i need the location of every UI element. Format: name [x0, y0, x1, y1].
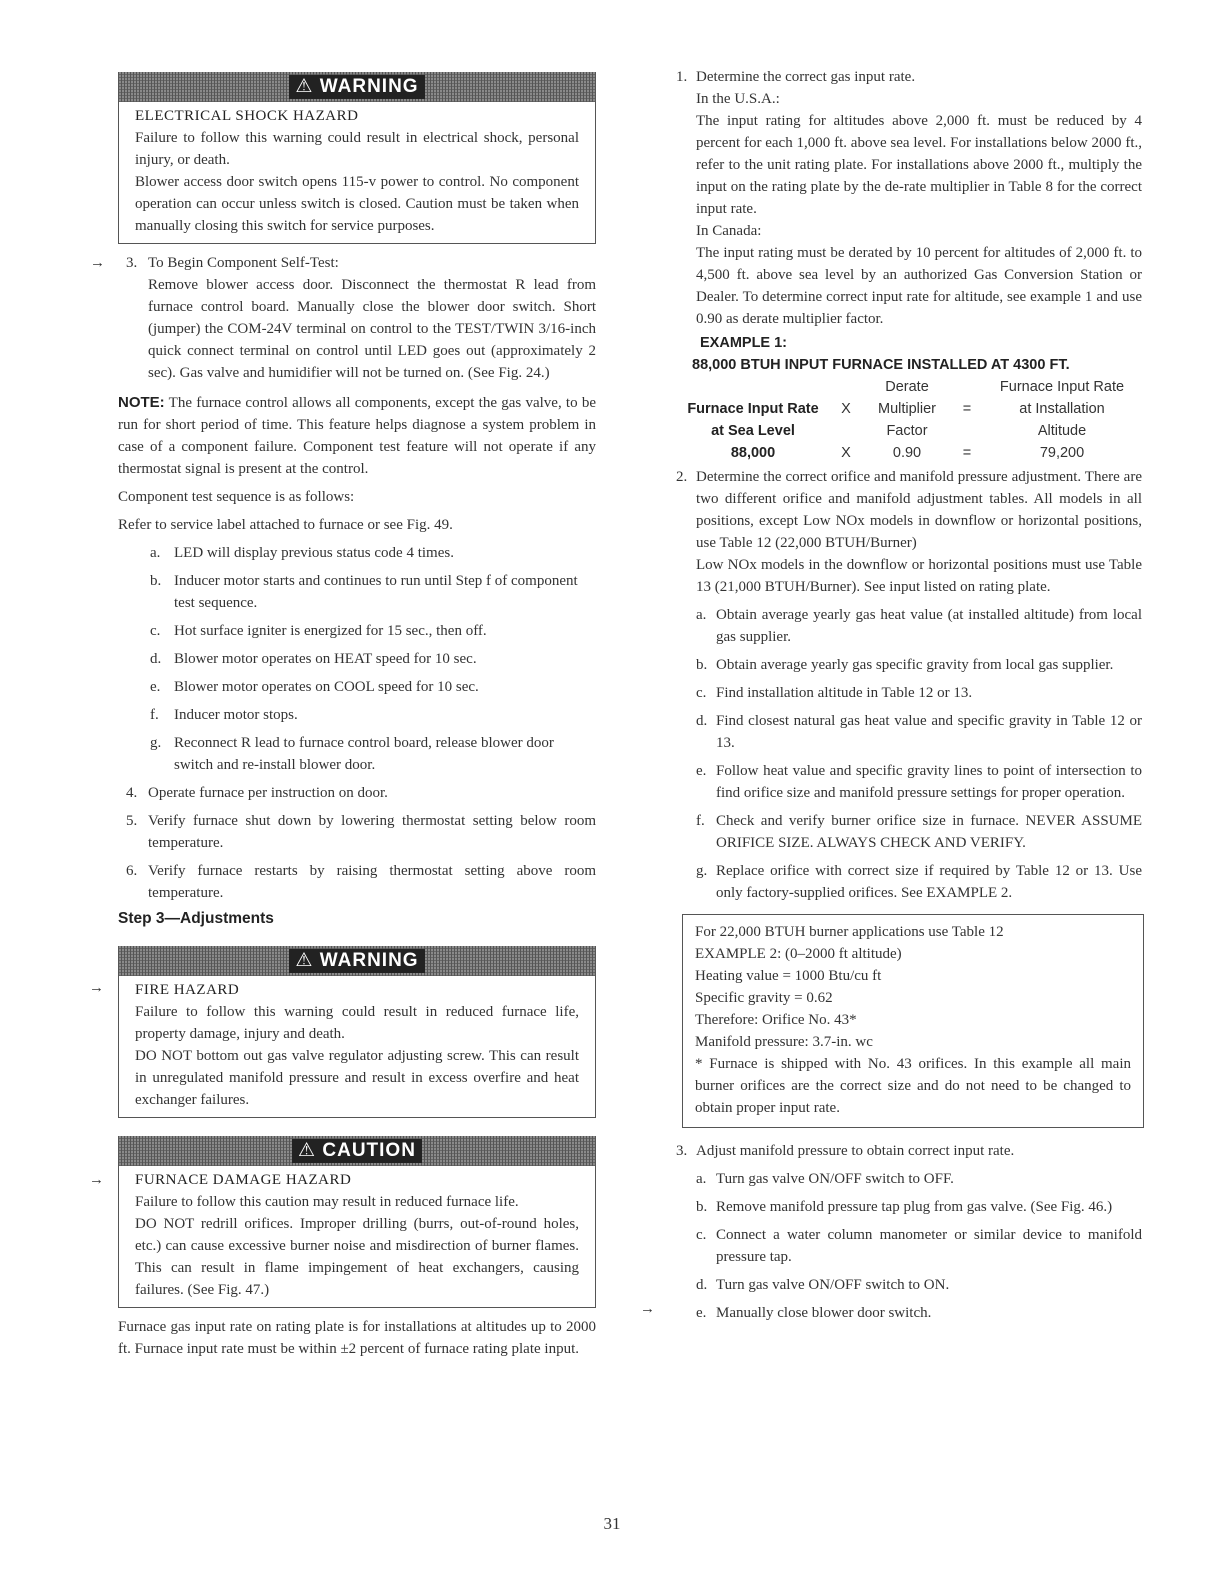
list-item: g. Reconnect R lead to furnace control board, release blower door switch and re-install blower door.: [150, 735, 554, 773]
step-body: Remove blower access door. Disconnect the thermostat R lead from furnace control board. Manually close the blower door switch. Short (jumper) the COM-24V terminal on control to the TEST/TWIN 3/16-inch quick connect terminal on control until LED goes out (approximately 2 sec). Gas valve and humidifier will not be turned on. (See Fig. 24.): [148, 277, 596, 381]
steps-list: [118, 782, 596, 904]
list-item: d. Blower motor operates on HEAT speed for 10 sec.: [150, 651, 477, 667]
change-arrow-icon: →: [90, 255, 105, 271]
caution-banner: [118, 1136, 596, 1166]
list-item: a. Obtain average yearly gas heat value (at installed altitude) from local gas supplier.: [696, 607, 1142, 645]
list-item: 6. Verify furnace restarts by raising thermostat setting above room temperature.: [126, 863, 596, 901]
warning-triangle-icon: ⚠: [298, 1140, 317, 1161]
warning-triangle-icon: ⚠: [295, 76, 314, 97]
example-label: EXAMPLE 1:: [700, 335, 788, 351]
derate-table: [676, 376, 1142, 464]
example-title: 88,000 BTUH INPUT FURNACE INSTALLED AT 4300 FT.: [692, 357, 1070, 373]
warning-label: WARNING: [319, 950, 419, 971]
step-title: To Begin Component Self-Test:: [148, 255, 339, 271]
hazard-title: ELECTRICAL SHOCK HAZARD: [135, 108, 359, 124]
list-item: f. Check and verify burner orifice size in furnace. NEVER ASSUME ORIFICE SIZE. ALWAYS CHECK AND VERIFY.: [696, 813, 1142, 851]
list-item: 5. Verify furnace shut down by lowering thermostat setting below room temperature.: [126, 813, 596, 851]
list-item: b. Remove manifold pressure tap plug from gas valve. (See Fig. 46.): [696, 1199, 1113, 1215]
list-item: c. Find installation altitude in Table 12 or 13.: [696, 685, 973, 701]
list-item: → e. Manually close blower door switch.: [676, 1302, 1142, 1324]
list-item: b. Inducer motor starts and continues to run until Step f of component test sequence.: [150, 573, 578, 611]
closing-paragraph: Furnace gas input rate on rating plate is for installations at altitudes up to 2000 ft. Furnace input rate must be within ±2 percent of furnace rating plate input.: [118, 1319, 596, 1357]
item-3-sublist: [640, 1168, 1142, 1324]
example-1: [676, 332, 1142, 464]
step-3-self-test: → 3. To Begin Component Self-Test: Remove blower access door. Disconnect the thermostat R lead from furnace control board. Manually close the blower door switch. Short (jumper) the COM-24V terminal on control to the TEST/TWIN 3/16-inch quick connect terminal on control until LED goes out (approximately 2 sec). Gas valve and humidifier will not be turned on. (See Fig. 24.): [118, 252, 596, 384]
item-2-orifice: 2. Determine the correct orifice and manifold pressure adjustment. There are two different orifice and manifold adjustment tables. All models in all positions, except Low NOx models in downflow or horizontal positions, use Table 12 (22,000 BTUH/Burner) Low NOx models in the downflow or horizontal positions must use Table 13 (21,000 BTUH/Burner). See input listed on rating plate.: [676, 469, 1142, 595]
page-number: 31: [603, 1514, 621, 1533]
warning-banner: [118, 72, 596, 102]
list-item: e. Follow heat value and specific gravity lines to point of intersection to find orifice size and manifold pressure settings for proper operation.: [696, 763, 1142, 801]
hazard-title: FIRE HAZARD: [135, 982, 240, 998]
item-1-input-rate: 1. Determine the correct gas input rate. In the U.S.A.: The input rating for altitudes above 2,000 ft. must be reduced by 4 percent for each 1,000 ft. above sea level. For installations below 2000 ft., refer to the unit rating plate. For installations above 2000 ft., multiply the input on the rating plate by the de-rate multiplier in Table 8 for the correct input rate. In Canada: The input rating must be derated by 10 percent for altitudes of 2,000 ft. to 4,500 ft. above sea level by an authorized Gas Conversion Station or Dealer. To determine correct input rate for altitude, see example 1 and use 0.90 as derate multiplier factor.: [676, 66, 1142, 330]
item-title: Determine the correct gas input rate.: [696, 69, 916, 85]
table-row: 88,000 X 0.90 = 79,200: [730, 445, 1085, 461]
left-column: [89, 66, 597, 1360]
warning-text: Blower access door switch opens 115-v power to control. No component operation can occur unless switch is closed. Caution must be taken when manually closing this switch for service purposes.: [135, 174, 579, 234]
list-item: f. Inducer motor stops.: [150, 707, 298, 723]
caution-text: DO NOT redrill orifices. Improper drilling (burrs, out-of-round holes, etc.) can cause excessive burner noise and misdirection of burner flames. This can result in flame impingement of heat exchangers, causing failures. (See Fig. 47.): [135, 1216, 579, 1298]
list-item: e. Blower motor operates on COOL speed for 10 sec.: [150, 679, 479, 695]
canada-label: In Canada:: [696, 223, 762, 239]
sequence-list: [118, 542, 596, 776]
table-row: Derate Furnace Input Rate: [885, 379, 1125, 395]
section-heading: Step 3—Adjustments: [118, 910, 274, 927]
table-row: at Sea Level Factor Altitude: [711, 423, 1087, 439]
list-item: g. Replace orifice with correct size if required by Table 12 or 13. Use only factory-supplied orifices. See EXAMPLE 2.: [696, 863, 1142, 901]
item-3-manifold: 3. Adjust manifold pressure to obtain correct input rate.: [676, 1143, 1015, 1159]
list-item: b. Obtain average yearly gas specific gravity from local gas supplier.: [696, 657, 1114, 673]
warning-text: DO NOT bottom out gas valve regulator adjusting screw. This can result in unregulated manifold pressure and result in excess overfire and heat exchanger failures.: [135, 1048, 579, 1108]
usa-label: In the U.S.A.:: [696, 91, 780, 107]
electrical-warning-box: [118, 72, 596, 244]
list-item: a. LED will display previous status code 4 times.: [150, 545, 454, 561]
fire-warning-box: [89, 946, 596, 1118]
caution-label: CAUTION: [322, 1140, 416, 1161]
right-column: [640, 66, 1142, 1324]
usa-text: The input rating for altitudes above 2,000 ft. must be reduced by 4 percent for each 1,000 ft. above sea level. For installations below 2000 ft., refer to the unit rating plate. For installations above 2000 ft., multiply the input on the rating plate by the de-rate multiplier in Table 8 for the correct input rate.: [696, 113, 1142, 217]
sequence-intro: Component test sequence is as follows:: [118, 489, 355, 505]
canada-text: The input rating must be derated by 10 percent for altitudes of 2,000 ft. to 4,500 ft. above sea level by an authorized Gas Conversion Station or Dealer. To determine correct input rate for altitude, see example 1 and use 0.90 as derate multiplier factor.: [696, 245, 1142, 327]
list-item: 4. Operate furnace per instruction on door.: [126, 785, 388, 801]
refer-text: Refer to service label attached to furnace or see Fig. 49.: [118, 517, 453, 533]
caution-box: [89, 1136, 596, 1308]
warning-text: Failure to follow this warning could result in reduced furnace life, property damage, injury and death.: [135, 1004, 579, 1042]
item-2-sublist: [676, 604, 1142, 904]
change-arrow-icon: →: [89, 1172, 104, 1188]
warning-text: Failure to follow this warning could result in electrical shock, personal injury, or death.: [135, 130, 579, 168]
list-item: c. Connect a water column manometer or similar device to manifold pressure tap.: [696, 1227, 1142, 1265]
list-item: c. Hot surface igniter is energized for 15 sec., then off.: [150, 623, 487, 639]
list-item: d. Turn gas valve ON/OFF switch to ON.: [696, 1277, 950, 1293]
table-row: Furnace Input Rate X Multiplier = at Installation: [687, 401, 1105, 417]
list-item: d. Find closest natural gas heat value and specific gravity in Table 12 or 13.: [696, 713, 1142, 751]
hazard-title: FURNACE DAMAGE HAZARD: [135, 1172, 352, 1188]
warning-label: WARNING: [319, 76, 419, 97]
warning-banner: [118, 946, 596, 976]
warning-triangle-icon: ⚠: [295, 950, 314, 971]
change-arrow-icon: →: [89, 980, 104, 996]
example-2-box: For 22,000 BTUH burner applications use Table 12 EXAMPLE 2: (0–2000 ft altitude) Heating value = 1000 Btu/cu ft Specific gravity = 0.62 Therefore: Orifice No. 43* Manifold pressure: 3.7-in. wc * Furnace is shipped with No. 43 orifices. In this example all main burner orifices are the correct size and do not need to be changed to obtain proper input rate.: [682, 914, 1144, 1128]
change-arrow-icon: →: [640, 1301, 655, 1317]
list-item: a. Turn gas valve ON/OFF switch to OFF.: [696, 1171, 954, 1187]
caution-text: Failure to follow this caution may result in reduced furnace life.: [135, 1194, 519, 1210]
note-paragraph: NOTE: The furnace control allows all components, except the gas valve, to be run for short period of time. This feature helps diagnose a system problem in case of a component failure. Component test feature will not operate if any thermostat signal is present at the control.: [118, 394, 597, 477]
